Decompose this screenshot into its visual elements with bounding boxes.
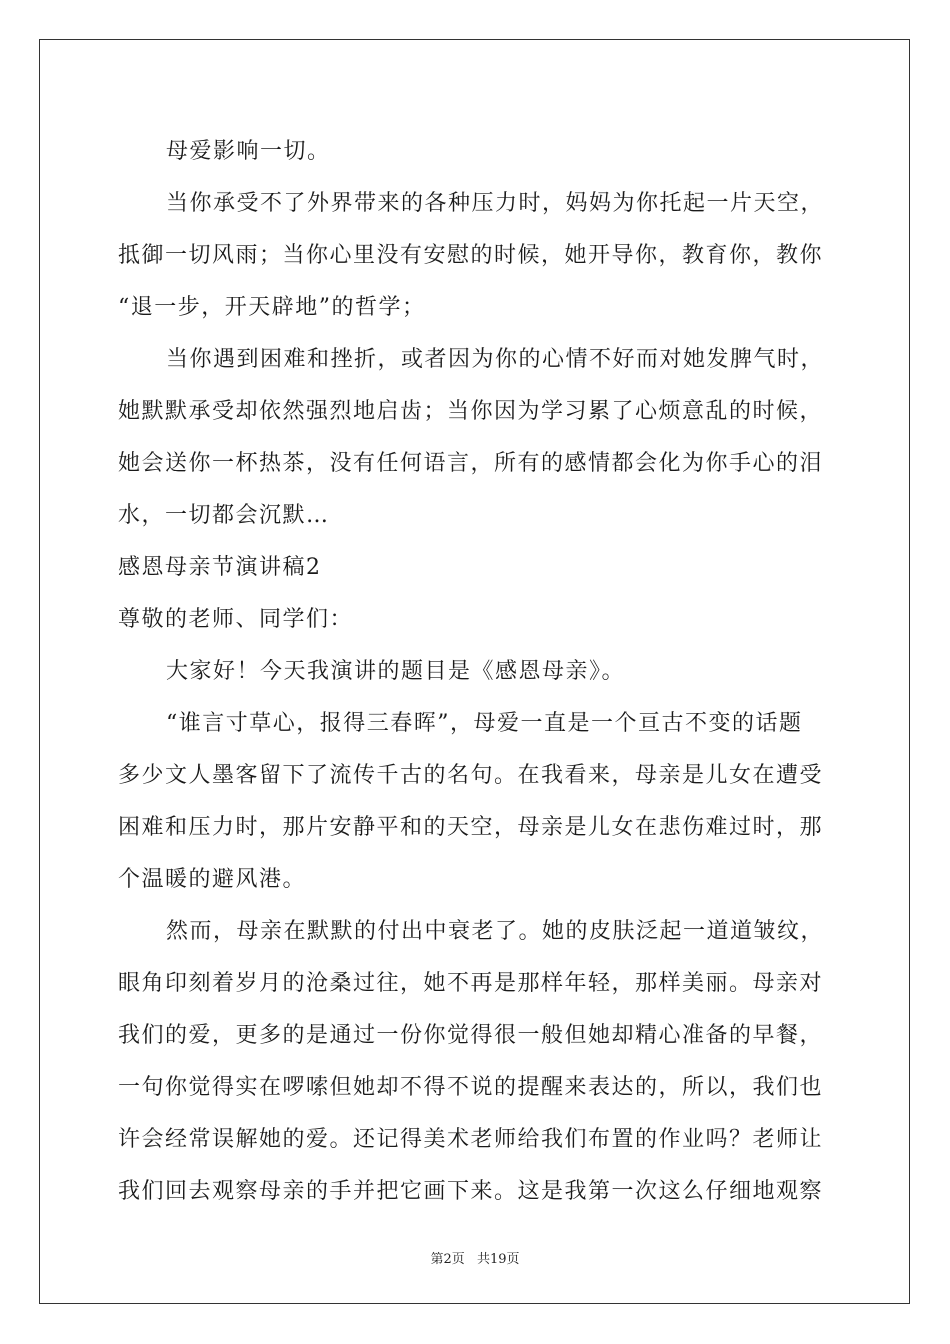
text-line: 多少文人墨客留下了流传千古的名句。在我看来，母亲是儿女在遭受 bbox=[118, 763, 824, 788]
text-line: 许会经常误解她的爱。还记得美术老师给我们布置的作业吗？老师让 bbox=[118, 1127, 824, 1152]
text-line: 我们的爱，更多的是通过一份你觉得很一般但她却精心准备的早餐， bbox=[118, 1023, 824, 1048]
text-line: “退一步，开天辟地”的哲学； bbox=[118, 295, 426, 320]
text-line: 大家好！今天我演讲的题目是《感恩母亲》。 bbox=[166, 659, 626, 684]
text-line: 抵御一切风雨；当你心里没有安慰的时候，她开导你，教育你，教你 bbox=[118, 243, 824, 268]
page-total: 共19页 bbox=[476, 1252, 520, 1267]
text-line: 当你遇到困难和挫折，或者因为你的心情不好而对她发脾气时， bbox=[166, 347, 825, 372]
text-line: 眼角印刻着岁月的沧桑过往，她不再是那样年轻，那样美丽。母亲对 bbox=[118, 971, 824, 996]
text-line: 个温暖的避风港。 bbox=[118, 867, 307, 892]
document-body bbox=[118, 126, 833, 1218]
text-line: 母爱影响一切。 bbox=[166, 139, 331, 164]
text-line: 她会送你一杯热茶，没有任何语言，所有的感情都会化为你手心的泪 bbox=[118, 451, 824, 476]
page-footer bbox=[0, 1248, 950, 1267]
text-line: “谁言寸草心，报得三春晖”，母爱一直是一个亘古不变的话题 bbox=[166, 711, 803, 736]
text-line: 一句你觉得实在啰嗦但她却不得不说的提醒来表达的，所以，我们也 bbox=[118, 1075, 824, 1100]
text-line: 她默默承受却依然强烈地启齿；当你因为学习累了心烦意乱的时候， bbox=[118, 399, 824, 424]
text-line: 感恩母亲节演讲稿2 bbox=[118, 555, 322, 580]
text-line: 水，一切都会沉默… bbox=[118, 503, 330, 528]
text-line: 当你承受不了外界带来的各种压力时，妈妈为你托起一片天空， bbox=[166, 191, 825, 216]
page-number: 第2页 bbox=[430, 1252, 465, 1267]
text-line: 然而，母亲在默默的付出中衰老了。她的皮肤泛起一道道皱纹， bbox=[166, 919, 825, 944]
text-line: 我们回去观察母亲的手并把它画下来。这是我第一次这么仔细地观察 bbox=[118, 1179, 824, 1204]
text-line: 困难和压力时，那片安静平和的天空，母亲是儿女在悲伤难过时，那 bbox=[118, 815, 824, 840]
text-line: 尊敬的老师、同学们： bbox=[118, 607, 354, 632]
